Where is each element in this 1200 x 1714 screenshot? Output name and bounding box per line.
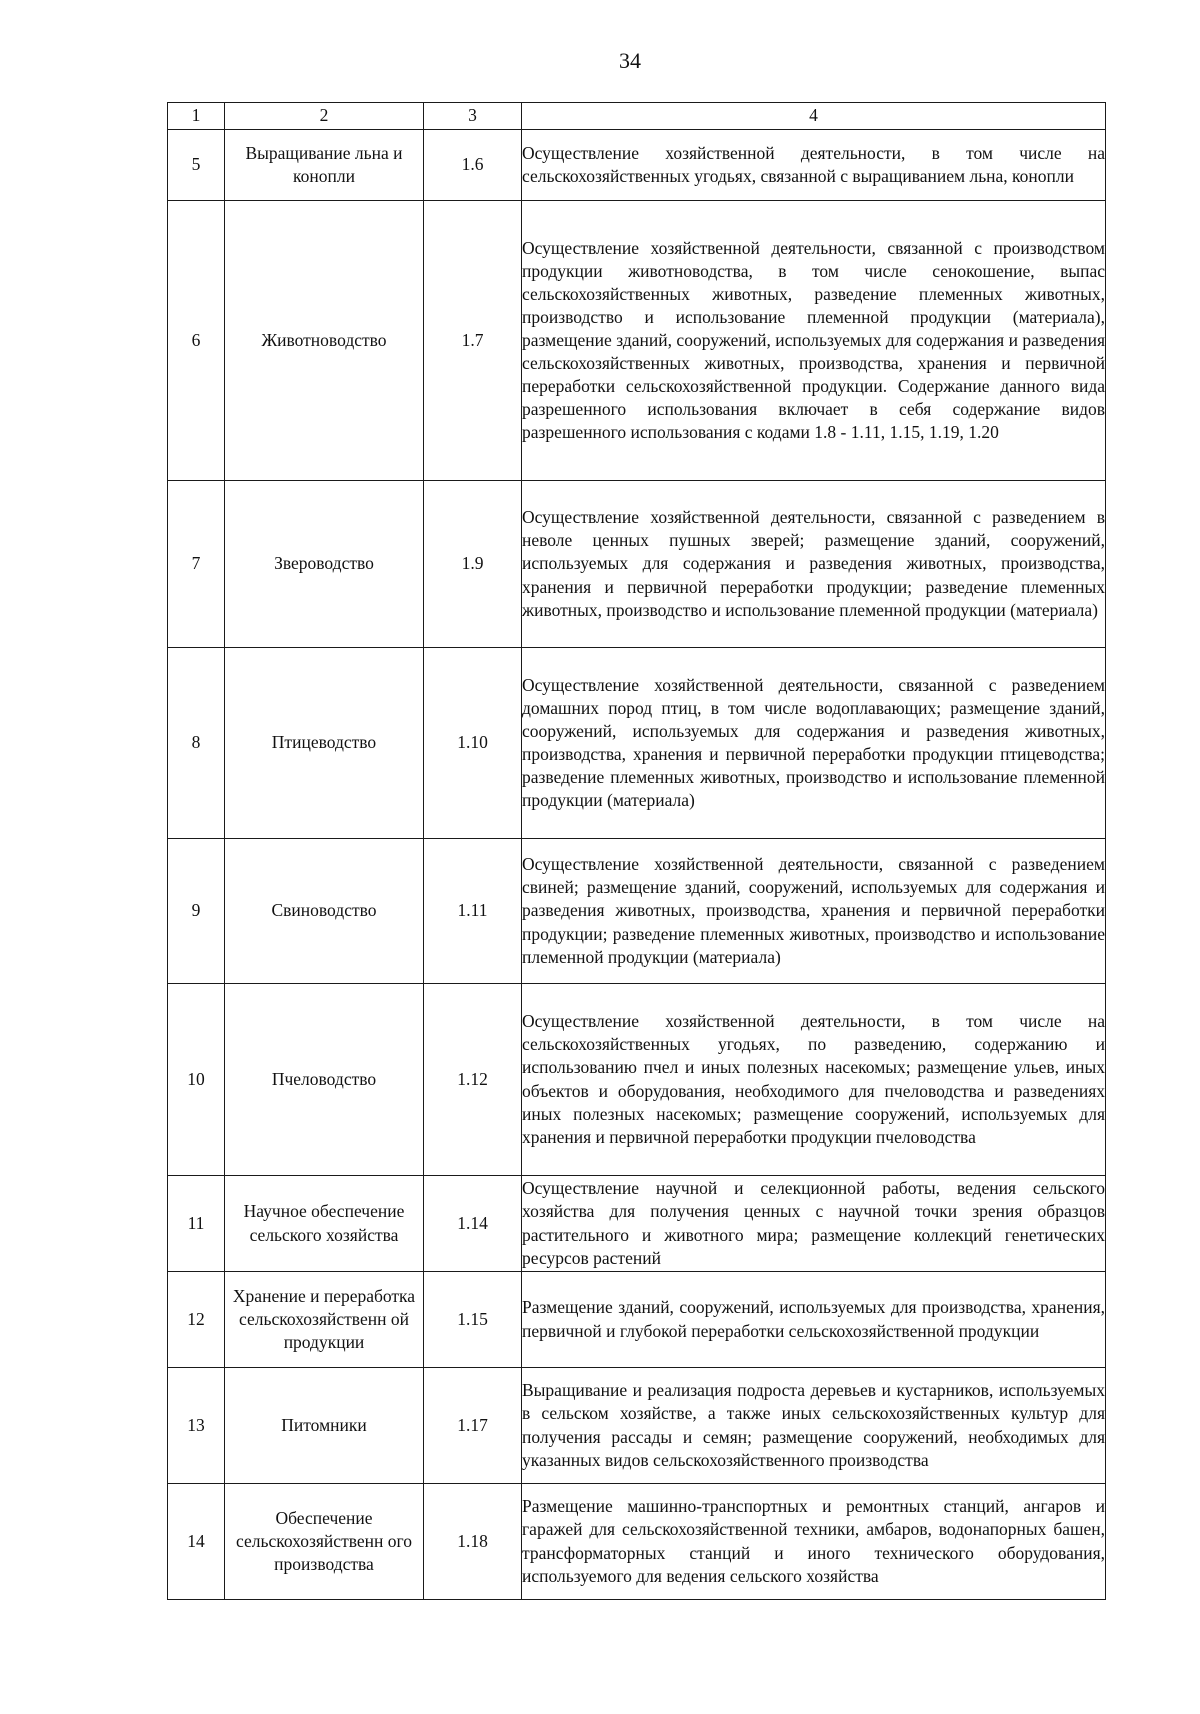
row-number: 8 <box>168 648 225 839</box>
row-number: 12 <box>168 1272 225 1368</box>
land-use-name: Звероводство <box>225 481 424 648</box>
land-use-code: 1.17 <box>424 1368 522 1484</box>
table-row <box>168 984 1106 1176</box>
land-use-description: Выращивание и реализация подроста деревьев и кустарников, используемых в сельском хозяйстве, а также иных сельскохозяйственных культур для получения рассады и семян; размещение сооружений, необходимых для указанных видов сельскохозяйственного производства <box>522 1368 1106 1484</box>
column-header-4: 4 <box>522 103 1106 130</box>
row-number: 6 <box>168 201 225 481</box>
land-use-code: 1.6 <box>424 130 522 201</box>
table-row <box>168 648 1106 839</box>
land-use-name: Питомники <box>225 1368 424 1484</box>
land-use-name: Научное обеспечение сельского хозяйства <box>225 1176 424 1272</box>
land-use-description: Осуществление хозяйственной деятельности, связанной с производством продукции животноводства, в том числе сенокошение, выпас сельскохозяйственных животных, разведение племенных животных, производство и использование племенной продукции (материала), размещение зданий, сооружений, используемых для содержания и разведения сельскохозяйственных животных, производства, хранения и первичной переработки сельскохозяйственной продукции. Содержание данного вида разрешенного использования включает в себя содержание видов разрешенного использования с кодами 1.8 - 1.11, 1.15, 1.19, 1.20 <box>522 201 1106 481</box>
land-use-description: Осуществление хозяйственной деятельности, связанной с разведением свиней; размещение зданий, сооружений, используемых для содержания и разведения животных, производства, хранения и первичной переработки продукции; разведение племенных животных, производство и использование племенной продукции (материала) <box>522 839 1106 984</box>
land-use-code: 1.9 <box>424 481 522 648</box>
land-use-name: Птицеводство <box>225 648 424 839</box>
row-number: 5 <box>168 130 225 201</box>
column-header-2: 2 <box>225 103 424 130</box>
table-row <box>168 1484 1106 1600</box>
land-use-code: 1.18 <box>424 1484 522 1600</box>
land-use-description: Осуществление хозяйственной деятельности, связанной с разведением в неволе ценных пушных зверей; размещение зданий, сооружений, используемых для содержания и разведения животных, производства, хранения и первичной переработки продукции; разведение племенных животных, производство и использование племенной продукции (материала) <box>522 481 1106 648</box>
table-row <box>168 1272 1106 1368</box>
land-use-description: Осуществление хозяйственной деятельности, в том числе на сельскохозяйственных угодьях, связанной с выращиванием льна, конопли <box>522 130 1106 201</box>
row-number: 7 <box>168 481 225 648</box>
land-use-description: Размещение машинно-транспортных и ремонтных станций, ангаров и гаражей для сельскохозяйственной техники, амбаров, водонапорных башен, трансформаторных станций и иного технического оборудования, используемого для ведения сельского хозяйства <box>522 1484 1106 1600</box>
row-number: 10 <box>168 984 225 1176</box>
land-use-description: Осуществление хозяйственной деятельности, в том числе на сельскохозяйственных угодьях, по разведению, содержанию и использованию пчел и иных полезных насекомых; размещение ульев, иных объектов и оборудования, необходимого для пчеловодства и разведениях иных полезных насекомых; размещение сооружений, используемых для хранения и первичной переработки продукции пчеловодства <box>522 984 1106 1176</box>
land-use-description: Осуществление научной и селекционной работы, ведения сельского хозяйства для получения ценных с научной точки зрения образцов растительного и животного мира; размещение коллекций генетических ресурсов растений <box>522 1176 1106 1272</box>
row-number: 9 <box>168 839 225 984</box>
row-number: 13 <box>168 1368 225 1484</box>
row-number: 14 <box>168 1484 225 1600</box>
table-row <box>168 839 1106 984</box>
land-use-name: Выращивание льна и конопли <box>225 130 424 201</box>
table-row <box>168 130 1106 201</box>
land-use-name: Животноводство <box>225 201 424 481</box>
table-header-row <box>168 103 1106 130</box>
land-use-code: 1.10 <box>424 648 522 839</box>
table-row <box>168 481 1106 648</box>
land-use-description: Размещение зданий, сооружений, используемых для производства, хранения, первичной и глубокой переработки сельскохозяйственной продукции <box>522 1272 1106 1368</box>
row-number: 11 <box>168 1176 225 1272</box>
land-use-table <box>167 102 1106 1600</box>
land-use-name: Пчеловодство <box>225 984 424 1176</box>
page-number: 34 <box>619 48 641 73</box>
table-row <box>168 1176 1106 1272</box>
table-row <box>168 1368 1106 1484</box>
land-use-code: 1.12 <box>424 984 522 1176</box>
land-use-code: 1.7 <box>424 201 522 481</box>
table-row <box>168 201 1106 481</box>
land-use-code: 1.15 <box>424 1272 522 1368</box>
land-use-name: Свиноводство <box>225 839 424 984</box>
land-use-name: Хранение и переработка сельскохозяйственн ой продукции <box>225 1272 424 1368</box>
land-use-code: 1.14 <box>424 1176 522 1272</box>
land-use-code: 1.11 <box>424 839 522 984</box>
land-use-name: Обеспечение сельскохозяйственн ого производства <box>225 1484 424 1600</box>
column-header-1: 1 <box>168 103 225 130</box>
column-header-3: 3 <box>424 103 522 130</box>
land-use-description: Осуществление хозяйственной деятельности, связанной с разведением домашних пород птиц, в том числе водоплавающих; размещение зданий, сооружений, используемых для содержания и разведения животных, производства, хранения и первичной переработки продукции птицеводства; разведение племенных животных, производство и использование племенной продукции (материала) <box>522 648 1106 839</box>
